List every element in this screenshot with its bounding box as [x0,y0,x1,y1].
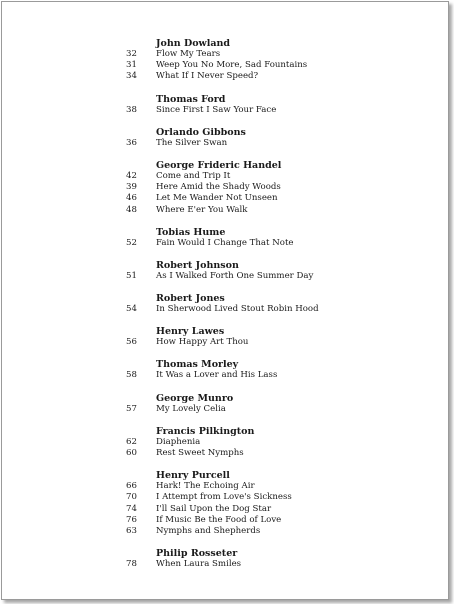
song-title: Flow My Tears [156,49,221,59]
song-page-number: 62 [126,436,137,447]
composer-name: Henry Purcell [156,470,230,482]
composer-section [2,160,448,216]
song-title: Since First I Saw Your Face [156,104,277,115]
composer-name: George Munro [156,392,234,404]
song-title: Fain Would I Change That Note [156,237,294,248]
document-page [1,1,449,600]
song-title: Hark! The Echoing Air [156,481,255,492]
song-page-number: 46 [126,193,137,204]
composer-name: Philip Rosseter [156,548,238,560]
composer-section [2,470,448,537]
composer-section [2,426,448,459]
song-entry [2,559,448,570]
composer-name: Thomas Ford [156,93,226,105]
song-entry [2,526,448,537]
song-title: Weep You No More, Sad Fountains [156,60,308,71]
song-entry [2,504,448,515]
song-page-number: 56 [126,337,137,348]
table-of-contents [2,38,448,581]
song-title: Diaphenia [156,436,201,447]
composer-name: George Frideric Handel [156,159,282,171]
song-entry [2,448,448,459]
song-title: When Laura Smiles [156,559,242,570]
song-page-number: 74 [126,503,137,514]
song-page-number: 63 [126,525,137,536]
song-title: Come and Trip It [156,170,231,181]
song-title: As I Walked Forth One Summer Day [156,270,314,281]
composer-name: Tobias Hume [156,226,226,238]
song-entry [2,238,448,249]
song-entry [2,105,448,116]
song-page-number: 66 [126,481,137,492]
song-page-number: 60 [126,448,137,458]
composer-section [2,227,448,249]
song-title: I Attempt from Love's Sickness [156,492,292,503]
composer-section [2,293,448,315]
song-entry [2,437,448,448]
song-page-number: 36 [126,137,137,148]
song-page-number: 32 [126,49,137,59]
song-page-number: 48 [126,204,137,215]
composer-name: Francis Pilkington [156,425,255,437]
song-title: Nymphs and Shepherds [156,525,261,536]
song-entry [2,481,448,492]
composer-section [2,260,448,282]
song-entry [2,193,448,204]
composer-name: Robert Jones [156,293,225,305]
composer-section [2,94,448,116]
song-title: If Music Be the Food of Love [156,514,282,525]
song-page-number: 57 [126,403,137,414]
song-entry [2,492,448,503]
song-title: Where E'er You Walk [156,204,248,215]
song-page-number: 58 [126,370,137,381]
song-title: My Lovely Celia [156,403,226,414]
song-page-number: 78 [126,559,137,570]
song-page-number: 54 [126,304,137,315]
song-entry [2,271,448,282]
composer-name: John Dowland [156,38,231,49]
song-page-number: 76 [126,514,137,525]
song-entry [2,49,448,60]
song-page-number: 70 [126,492,137,503]
song-entry [2,71,448,82]
song-page-number: 38 [126,104,137,115]
song-entry [2,304,448,315]
song-title: I'll Sail Upon the Dog Star [156,503,272,514]
composer-name: Thomas Morley [156,359,239,371]
song-entry [2,138,448,149]
composer-section [2,359,448,381]
composer-section [2,393,448,415]
composer-section [2,326,448,348]
song-page-number: 31 [126,60,137,71]
composer-name: Robert Johnson [156,259,239,271]
song-entry [2,370,448,381]
song-title: The Silver Swan [156,137,228,148]
song-title: It Was a Lover and His Lass [156,370,278,381]
composer-name: Orlando Gibbons [156,126,246,138]
song-title: How Happy Art Thou [156,337,249,348]
song-entry [2,404,448,415]
song-title: Rest Sweet Nymphs [156,448,244,458]
song-entry [2,171,448,182]
song-entry [2,515,448,526]
song-title: What If I Never Speed? [156,71,259,82]
song-page-number: 52 [126,237,137,248]
song-page-number: 39 [126,182,137,193]
song-entry [2,182,448,193]
song-title: In Sherwood Lived Stout Robin Hood [156,304,319,315]
song-page-number: 34 [126,71,137,82]
song-entry [2,60,448,71]
song-page-number: 51 [126,270,137,281]
song-title: Let Me Wander Not Unseen [156,193,278,204]
song-entry [2,205,448,216]
composer-section [2,548,448,570]
song-entry [2,337,448,348]
composer-name: Henry Lawes [156,326,225,338]
composer-section [2,127,448,149]
song-page-number: 42 [126,170,137,181]
composer-section [2,38,448,83]
song-title: Here Amid the Shady Woods [156,182,281,193]
